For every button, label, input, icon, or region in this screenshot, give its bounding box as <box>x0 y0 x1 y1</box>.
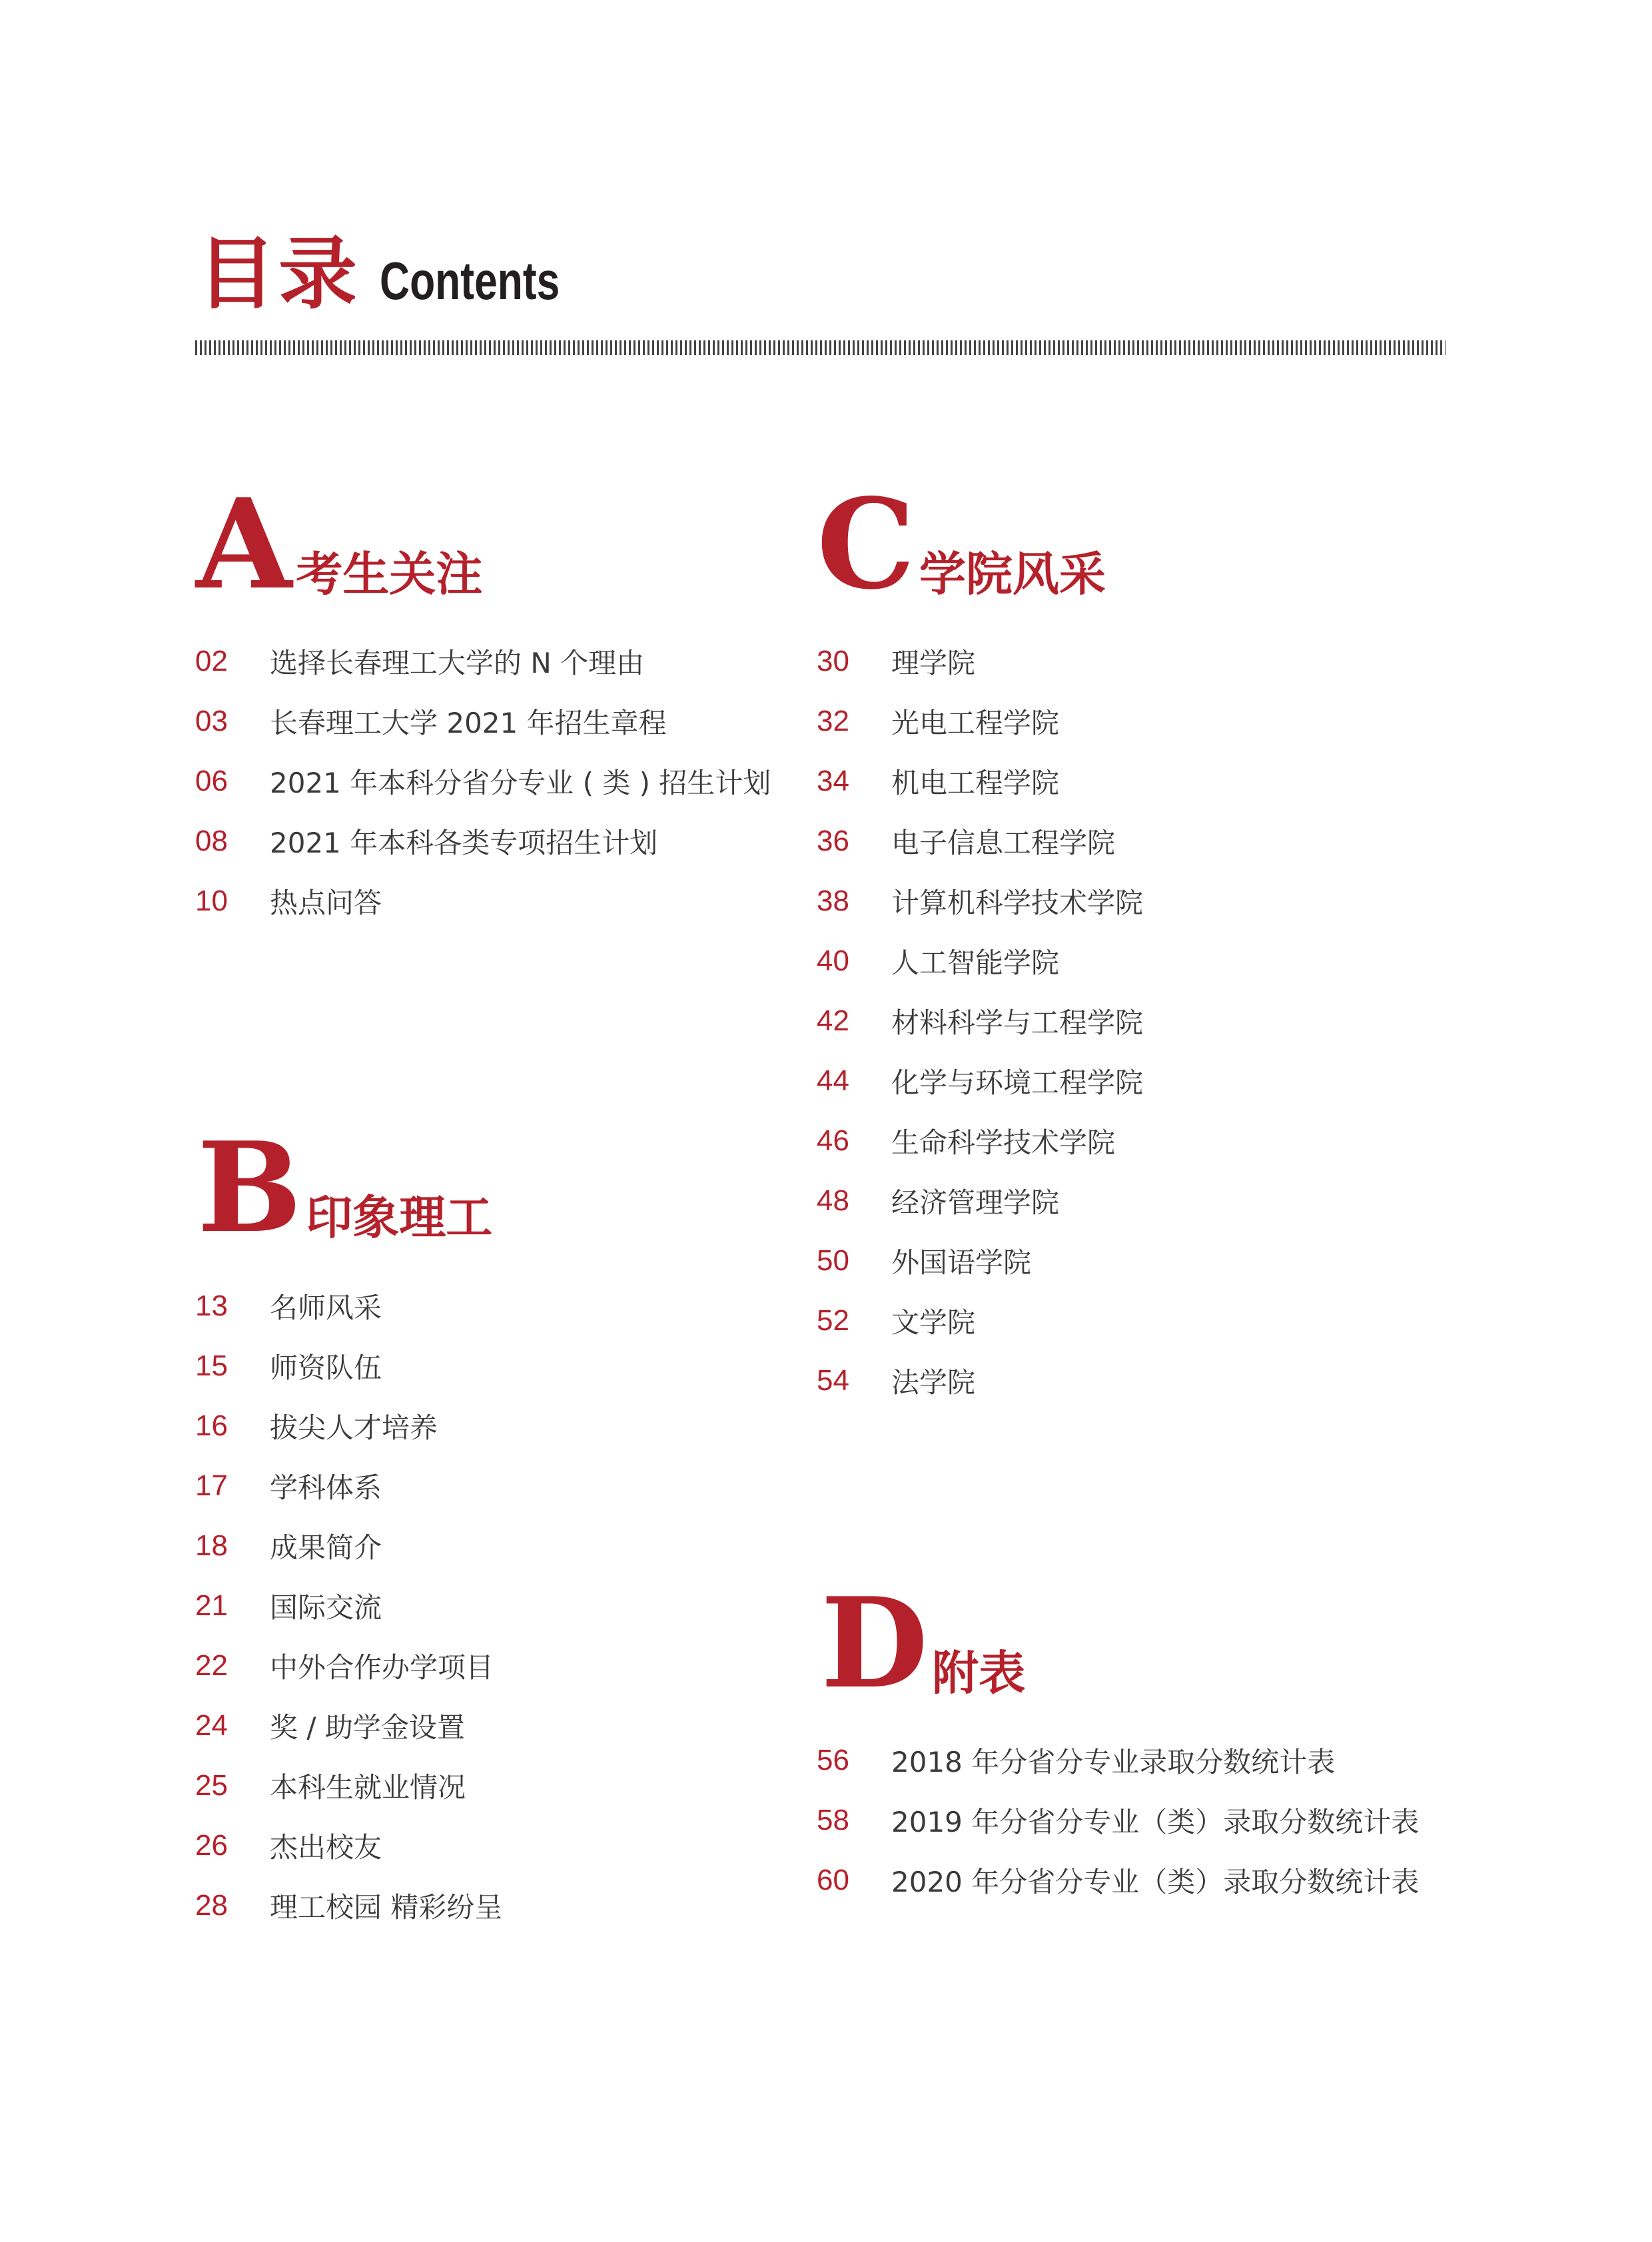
toc-entry[interactable] <box>817 1351 1143 1411</box>
section-a-heading <box>196 471 483 617</box>
page-number: 44 <box>817 1064 849 1097</box>
toc-entry[interactable] <box>817 691 1143 751</box>
page-number: 13 <box>195 1290 228 1322</box>
toc-entry[interactable] <box>195 1756 502 1816</box>
page-number: 21 <box>195 1589 228 1622</box>
title-chinese: 目录 <box>197 228 360 320</box>
entry-label: 机电工程学院 <box>891 767 1060 799</box>
page-number: 50 <box>817 1244 849 1277</box>
section-c-list <box>817 631 1143 1411</box>
page-number: 06 <box>195 765 228 797</box>
entry-label: 成果简介 <box>270 1531 382 1564</box>
toc-entry[interactable] <box>817 931 1143 991</box>
entry-label: 2018 年分省分专业录取分数统计表 <box>891 1746 1336 1778</box>
entry-label: 生命科学技术学院 <box>891 1126 1116 1159</box>
toc-entry[interactable] <box>817 811 1143 871</box>
entry-label: 2021 年本科分省分专业 ( 类 ) 招生计划 <box>270 767 771 799</box>
page-number: 16 <box>195 1409 228 1442</box>
page-number: 34 <box>817 765 849 797</box>
page-number: 32 <box>817 705 849 737</box>
entry-label: 奖 / 助学金设置 <box>270 1711 465 1744</box>
page-number: 18 <box>195 1529 228 1562</box>
toc-entry[interactable] <box>195 1576 502 1636</box>
page-number: 10 <box>195 885 228 917</box>
section-a-list <box>195 631 771 931</box>
page-number: 22 <box>195 1649 228 1682</box>
page-title <box>197 228 611 320</box>
section-b-heading <box>197 1114 493 1260</box>
entry-label: 文学院 <box>891 1306 976 1339</box>
toc-entry[interactable] <box>817 1790 1419 1850</box>
entry-label: 选择长春理工大学的 N 个理由 <box>270 647 645 679</box>
toc-entry[interactable] <box>195 1876 502 1936</box>
entry-label: 2021 年本科各类专项招生计划 <box>270 827 658 859</box>
entry-label: 中外合作办学项目 <box>270 1651 494 1684</box>
entry-label: 计算机科学技术学院 <box>891 887 1144 919</box>
title-english: Contents <box>380 251 560 310</box>
page-number: 60 <box>817 1864 849 1896</box>
entry-label: 理工校园 精彩纷呈 <box>270 1891 503 1924</box>
page-number: 40 <box>817 944 849 977</box>
toc-entry[interactable] <box>195 1456 502 1516</box>
toc-entry[interactable] <box>195 1396 502 1456</box>
section-d-letter: D <box>821 1570 926 1716</box>
entry-label: 2020 年分省分专业（类）录取分数统计表 <box>891 1866 1420 1898</box>
section-d-list <box>817 1730 1419 1910</box>
toc-entry[interactable] <box>817 871 1143 931</box>
toc-entry[interactable] <box>195 871 771 931</box>
entry-label: 电子信息工程学院 <box>891 827 1116 859</box>
page-number: 08 <box>195 825 228 857</box>
section-c-title: 学院风采 <box>919 547 1106 602</box>
page-number: 17 <box>195 1469 228 1502</box>
entry-label: 拔尖人才培养 <box>270 1411 438 1444</box>
page-number: 26 <box>195 1829 228 1862</box>
toc-entry[interactable] <box>817 1111 1143 1171</box>
toc-entry[interactable] <box>817 1051 1143 1111</box>
toc-entry[interactable] <box>195 691 771 751</box>
section-c-letter: C <box>817 471 913 617</box>
entry-label: 学科体系 <box>270 1471 382 1504</box>
section-c-heading <box>817 471 1106 617</box>
entry-label: 光电工程学院 <box>891 707 1060 739</box>
page-number: 03 <box>195 705 228 737</box>
page-number: 58 <box>817 1804 849 1836</box>
page-number: 30 <box>817 645 849 677</box>
toc-entry[interactable] <box>195 1816 502 1876</box>
toc-entry[interactable] <box>195 631 771 691</box>
toc-entry[interactable] <box>817 1730 1419 1790</box>
entry-label: 外国语学院 <box>891 1246 1032 1279</box>
page-number: 56 <box>817 1744 849 1776</box>
section-b-list <box>195 1276 502 1936</box>
page-number: 24 <box>195 1709 228 1742</box>
entry-label: 热点问答 <box>270 887 382 919</box>
section-a-title: 考生关注 <box>296 547 483 602</box>
entry-label: 人工智能学院 <box>891 946 1060 979</box>
page-number: 15 <box>195 1349 228 1382</box>
entry-label: 化学与环境工程学院 <box>891 1066 1144 1099</box>
section-b-letter: B <box>197 1114 300 1260</box>
toc-entry[interactable] <box>817 631 1143 691</box>
toc-entry[interactable] <box>817 1171 1143 1231</box>
entry-label: 杰出校友 <box>270 1831 382 1864</box>
page-number: 48 <box>817 1184 849 1217</box>
toc-entry[interactable] <box>195 811 771 871</box>
page-number: 46 <box>817 1124 849 1157</box>
page-number: 52 <box>817 1304 849 1337</box>
entry-label: 师资队伍 <box>270 1351 382 1384</box>
page-number: 02 <box>195 645 228 677</box>
title-divider <box>195 340 1446 355</box>
page-number: 36 <box>817 825 849 857</box>
toc-entry[interactable] <box>195 1516 502 1576</box>
page-number: 42 <box>817 1004 849 1037</box>
section-d-title: 附表 <box>932 1646 1026 1701</box>
toc-entry[interactable] <box>817 1231 1143 1291</box>
entry-label: 长春理工大学 2021 年招生章程 <box>270 707 667 739</box>
entry-label: 本科生就业情况 <box>270 1771 466 1804</box>
section-d-heading <box>821 1570 1026 1716</box>
page-number: 54 <box>817 1364 849 1397</box>
toc-entry[interactable] <box>195 1636 502 1696</box>
toc-entry[interactable] <box>817 751 1143 811</box>
toc-entry[interactable] <box>195 1276 502 1336</box>
entry-label: 名师风采 <box>270 1292 382 1324</box>
entry-label: 2019 年分省分专业（类）录取分数统计表 <box>891 1806 1420 1838</box>
page-number: 28 <box>195 1889 228 1922</box>
entry-label: 经济管理学院 <box>891 1186 1060 1219</box>
page-number: 38 <box>817 885 849 917</box>
toc-entry[interactable] <box>195 1696 502 1756</box>
toc-entry[interactable] <box>195 1336 502 1396</box>
toc-entry[interactable] <box>817 1850 1419 1910</box>
section-a-letter: A <box>196 471 290 617</box>
toc-entry[interactable] <box>817 991 1143 1051</box>
entry-label: 法学院 <box>891 1366 976 1399</box>
entry-label: 理学院 <box>891 647 976 679</box>
entry-label: 材料科学与工程学院 <box>891 1006 1144 1039</box>
section-b-title: 印象理工 <box>306 1190 493 1246</box>
toc-entry[interactable] <box>195 751 771 811</box>
page-number: 25 <box>195 1769 228 1802</box>
entry-label: 国际交流 <box>270 1591 382 1624</box>
toc-entry[interactable] <box>817 1291 1143 1351</box>
